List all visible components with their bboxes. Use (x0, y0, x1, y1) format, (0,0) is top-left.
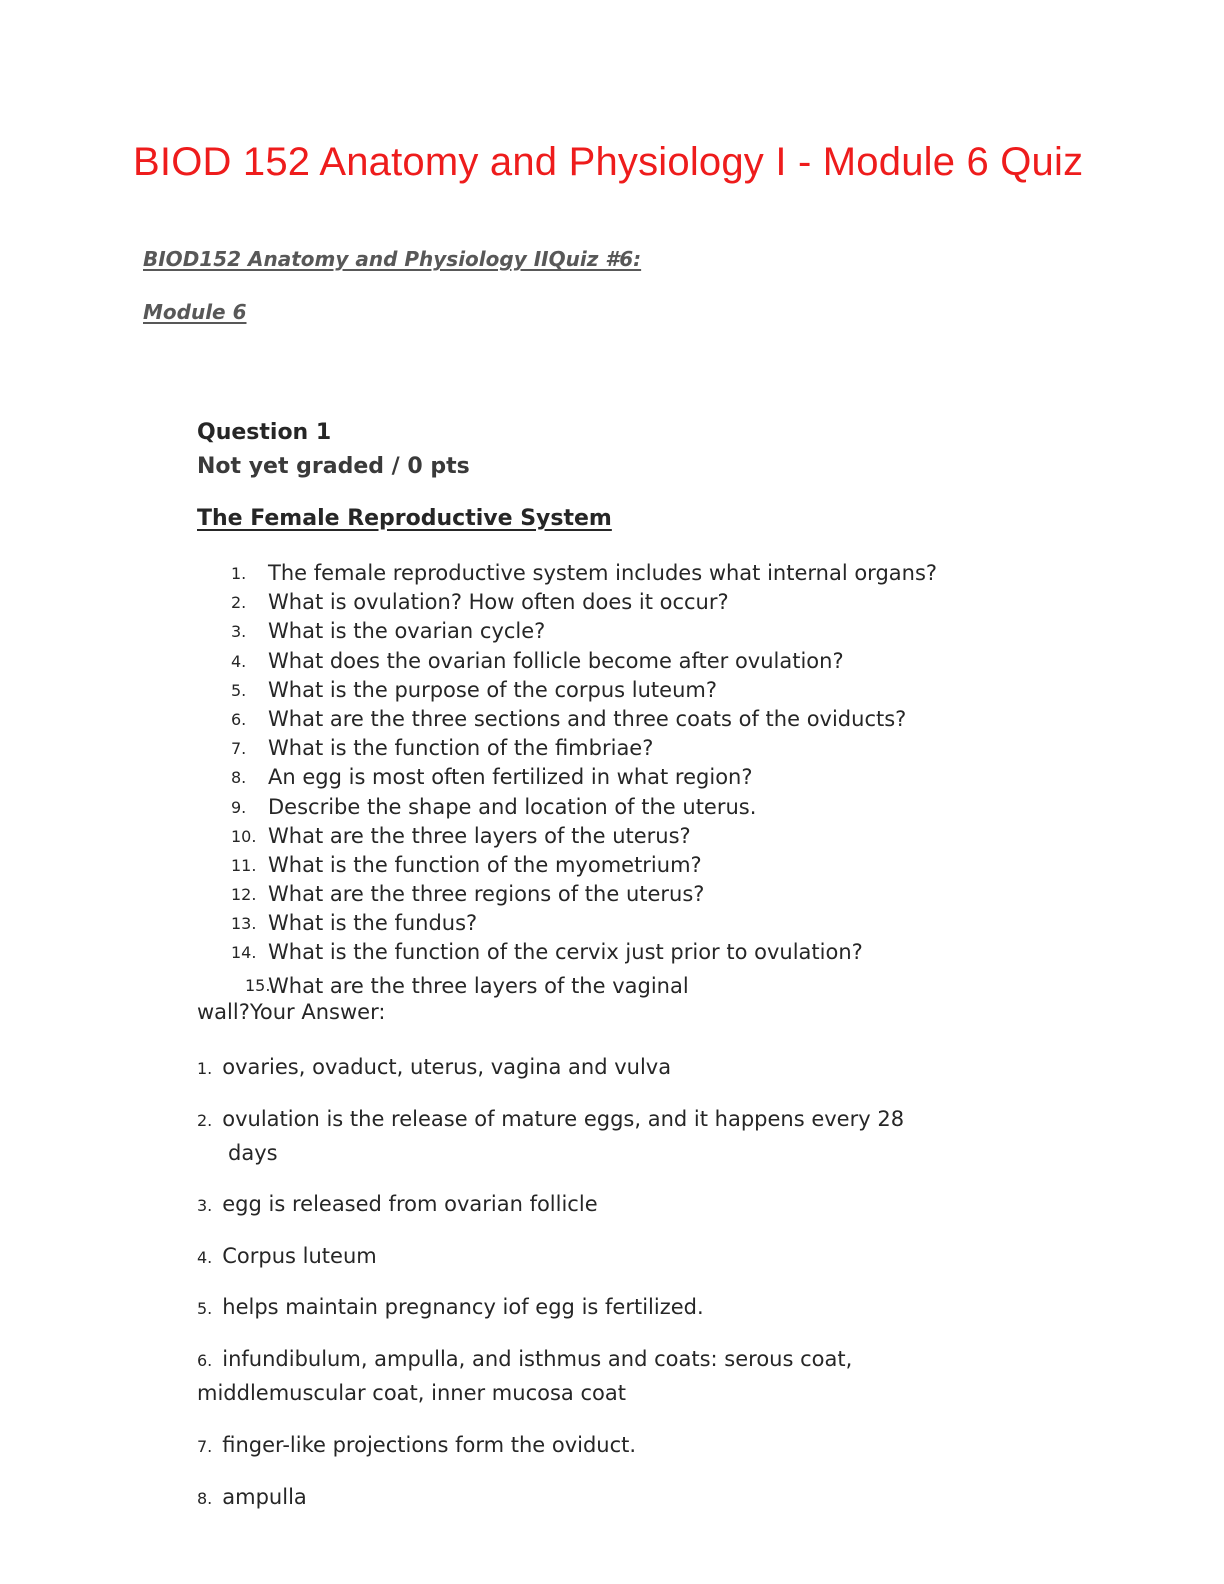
question-item (0, 880, 1224, 909)
question-item (0, 822, 1224, 851)
question-item (0, 676, 1224, 705)
answer-item (197, 1428, 636, 1464)
question-item-text: What are the three layers of the vaginal (268, 973, 689, 998)
question-item-text: What are the three regions of the uterus? (268, 882, 705, 907)
answer-item (197, 1187, 598, 1223)
question-item (0, 617, 1224, 646)
section-title: The Female Reproductive System (197, 506, 612, 531)
course-subtitle: BIOD152 Anatomy and Physiology IIQuiz #6: (143, 247, 642, 271)
answer-number: 6. (197, 1351, 213, 1370)
question-item-number: 9. (231, 797, 247, 817)
question-item-text: What is the function of the cervix just prior to ovulation? (268, 940, 863, 965)
answer-number: 1. (197, 1059, 213, 1078)
answer-text: egg is released from ovarian follicle (222, 1192, 598, 1216)
question-item (0, 938, 1224, 967)
answer-text: Corpus luteum (222, 1244, 377, 1268)
question-item-number: 4. (231, 651, 247, 671)
question-item-text: What is the fundus? (268, 911, 478, 936)
question-item-text: Describe the shape and location of the uterus. (268, 794, 757, 819)
question-item-text: What are the three layers of the uterus? (268, 823, 691, 848)
question-item (0, 647, 1224, 676)
question-item-text: What does the ovarian follicle become after ovulation? (268, 648, 844, 673)
question-item-number: 1. (231, 564, 247, 583)
question-item-number: 14. (231, 943, 257, 963)
answer-number: 5. (197, 1299, 213, 1318)
answer-text: ovaries, ovaduct, uterus, vagina and vulva (222, 1055, 672, 1079)
question-item (0, 968, 1224, 1001)
answer-item (197, 1102, 904, 1138)
question-item-text: What is the purpose of the corpus luteum? (268, 677, 717, 702)
question-item-text: What is the function of the fimbriae? (268, 736, 654, 761)
answer-item (197, 1290, 704, 1326)
question-number: Question 1 (197, 420, 332, 445)
answer-continuation: middlemuscular coat, inner mucosa coat (197, 1381, 626, 1405)
question-item-number: 8. (231, 768, 247, 788)
question-item-number: 13. (231, 914, 257, 934)
question-item-number: 15. (245, 975, 271, 995)
question-item-text: What is the function of the myometrium? (268, 852, 702, 877)
question-item (0, 851, 1224, 880)
grade-status: Not yet graded / 0 pts (197, 454, 470, 479)
answer-item (197, 1239, 377, 1275)
question-item-number: 10. (231, 826, 257, 846)
answer-text: helps maintain pregnancy iof egg is fertilized. (222, 1295, 704, 1319)
answer-text: infundibulum, ampulla, and isthmus and coats: serous coat, (222, 1347, 853, 1371)
question-item (0, 763, 1224, 792)
question-list (0, 559, 1224, 1001)
answer-continuation: days (228, 1141, 278, 1165)
question-item (0, 588, 1224, 617)
module-subtitle: Module 6 (143, 300, 247, 324)
question-item-text: An egg is most often fertilized in what region? (268, 765, 753, 790)
answer-text: finger-like projections form the oviduct. (222, 1433, 637, 1457)
question-item (0, 909, 1224, 938)
answer-text: ampulla (222, 1485, 307, 1509)
question-item-text: What is ovulation? How often does it occur? (268, 590, 729, 615)
question-item-text: What are the three sections and three coats of the oviducts? (268, 706, 907, 731)
page-title: BIOD 152 Anatomy and Physiology I - Module 6 Quiz (133, 140, 1084, 184)
question-item-number: 7. (231, 739, 247, 759)
answer-item (197, 1342, 852, 1378)
answer-item (197, 1480, 307, 1516)
answer-number: 3. (197, 1196, 213, 1215)
question-item-text: The female reproductive system includes what internal organs? (268, 561, 938, 585)
question-item-number: 6. (231, 709, 247, 729)
answer-heading: wall?Your Answer: (197, 1000, 386, 1024)
question-item-number: 5. (231, 680, 247, 700)
answer-text: ovulation is the release of mature eggs, and it happens every 28 (222, 1107, 905, 1131)
question-item (0, 793, 1224, 822)
question-item (0, 559, 1224, 588)
answer-number: 4. (197, 1248, 213, 1267)
question-item-text: What is the ovarian cycle? (268, 619, 546, 644)
question-item (0, 705, 1224, 734)
question-item-number: 2. (231, 593, 247, 613)
answer-number: 7. (197, 1437, 213, 1456)
question-item-number: 12. (231, 885, 257, 905)
question-item-number: 11. (231, 855, 257, 875)
answer-number: 2. (197, 1111, 213, 1130)
question-item-number: 3. (231, 622, 247, 642)
answer-number: 8. (197, 1489, 213, 1508)
question-item (0, 734, 1224, 763)
answer-item (197, 1050, 671, 1086)
